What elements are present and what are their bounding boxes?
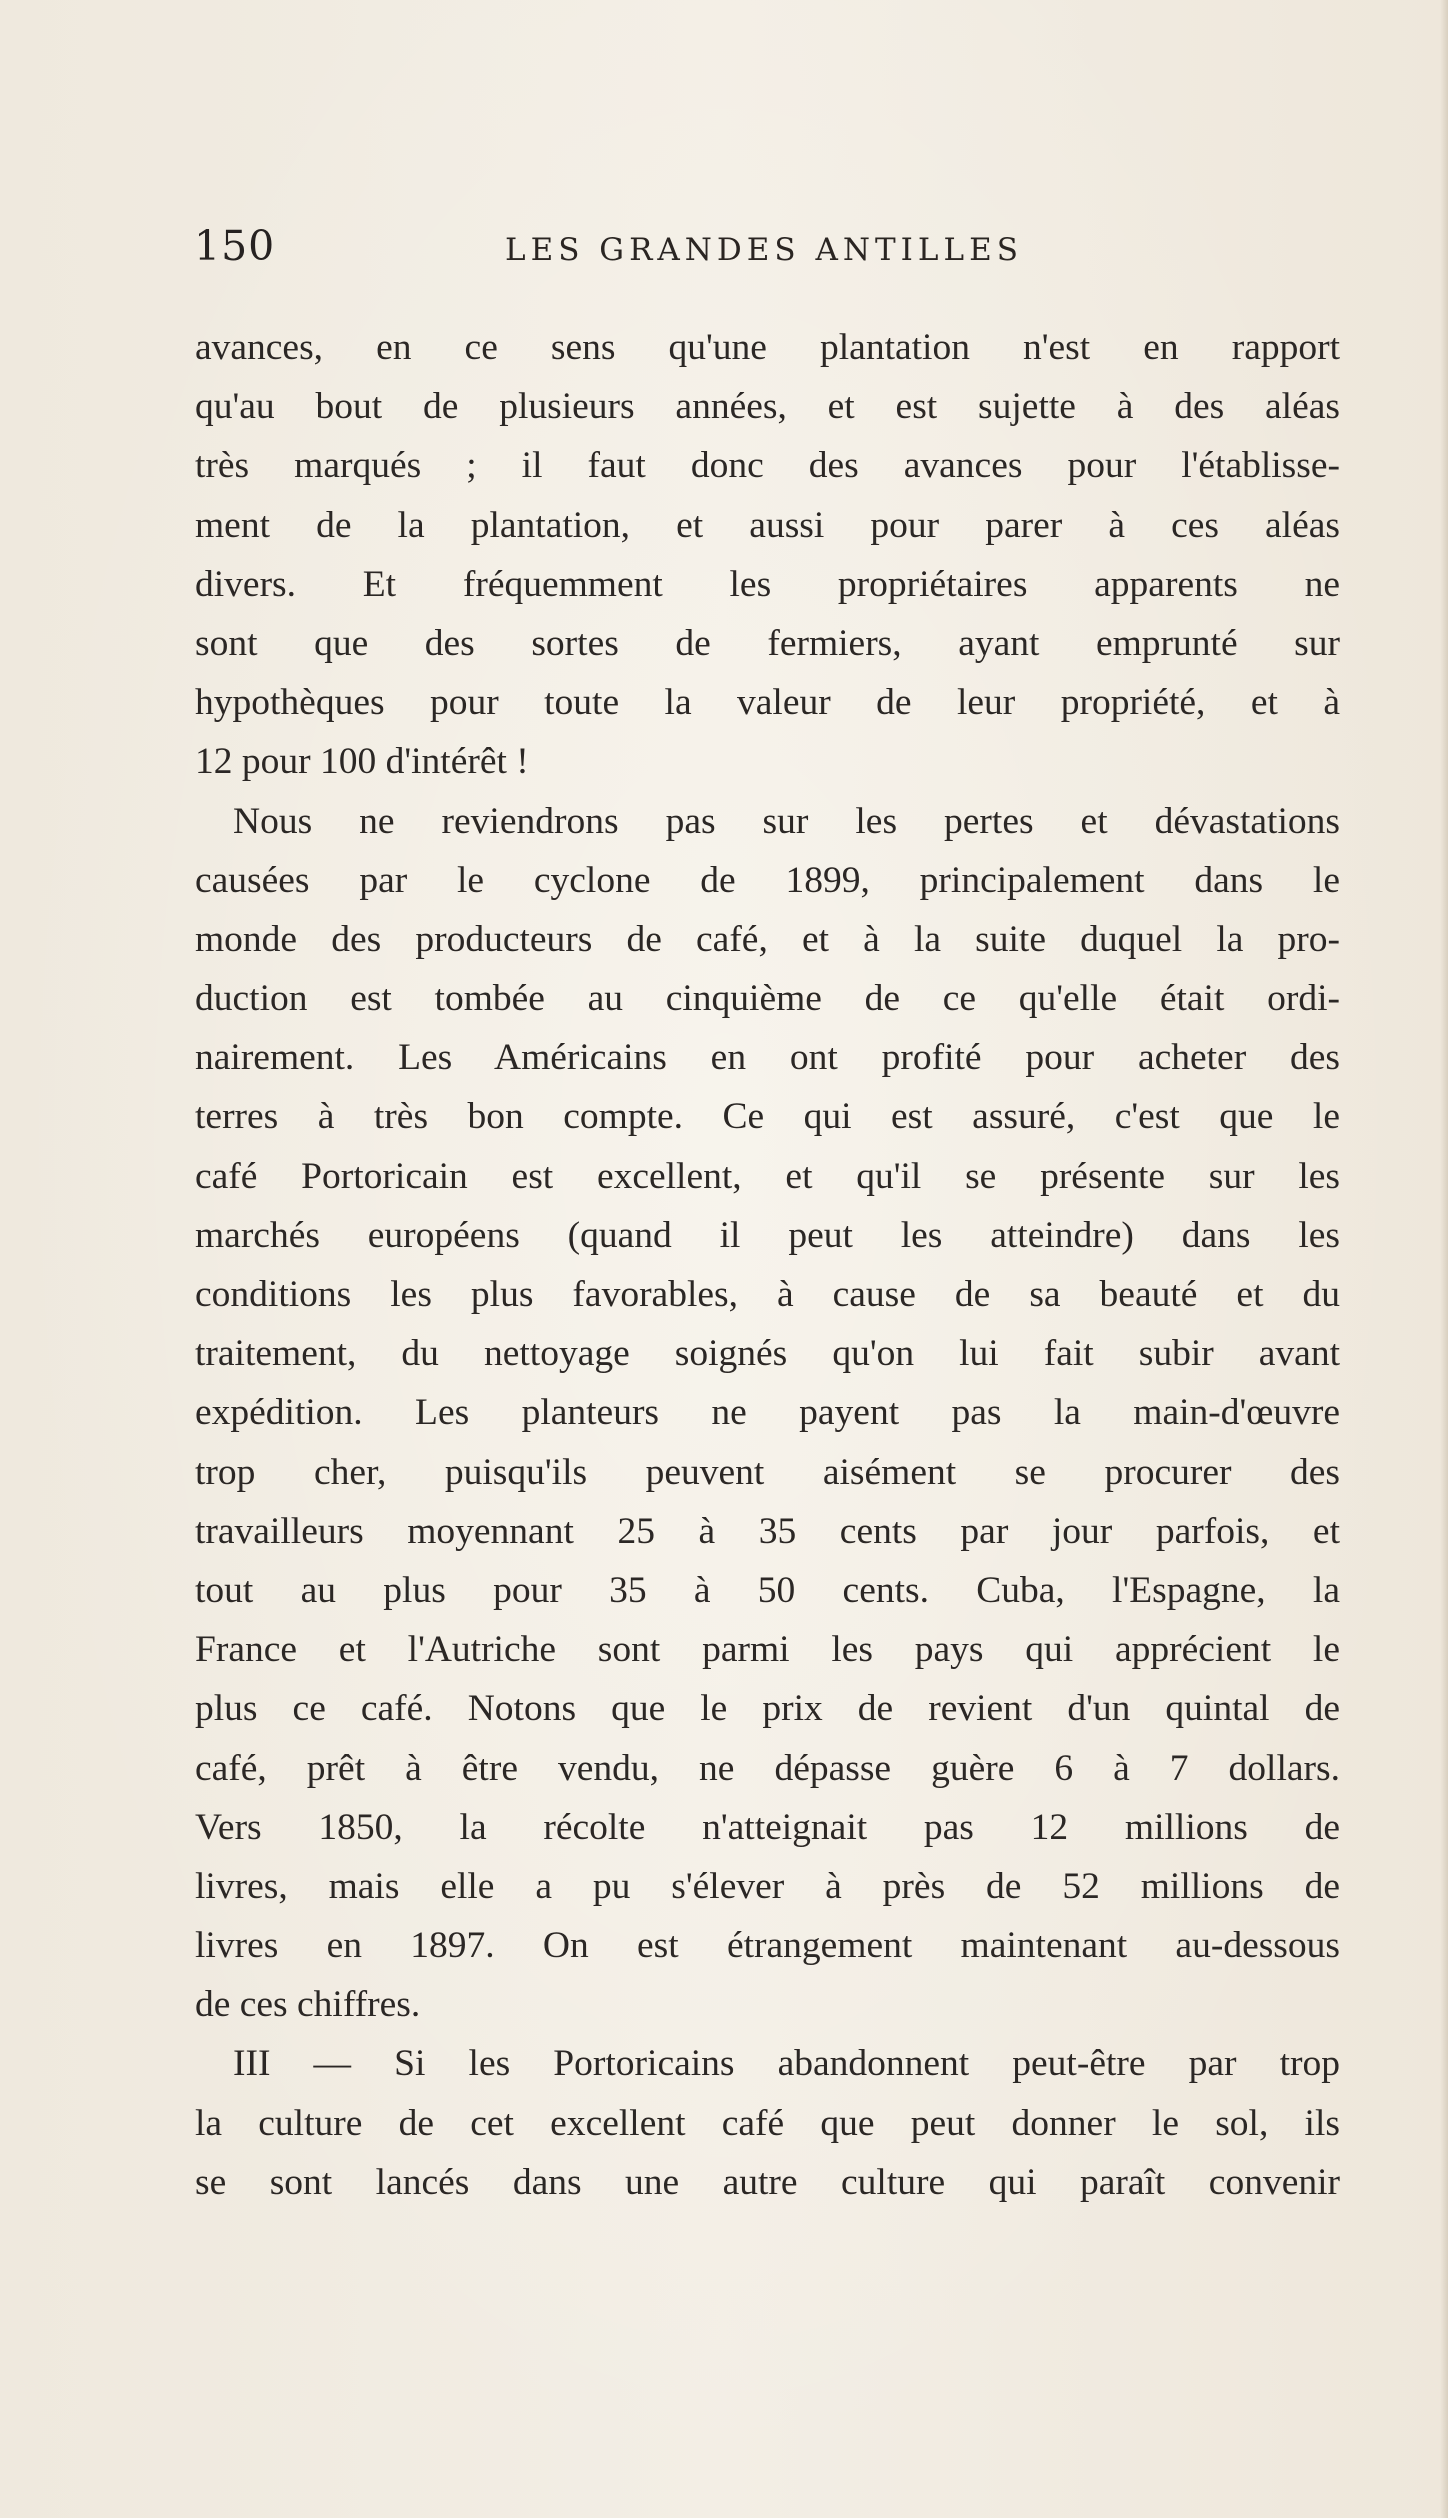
text-line: duction est tombée au cinquième de ce qu'elle était ordi-	[195, 978, 1340, 1020]
text-line: café, prêt à être vendu, ne dépasse guère 6 à 7 dollars.	[195, 1747, 1340, 1789]
text-line: livres, mais elle a pu s'élever à près de 52 millions de	[195, 1865, 1340, 1907]
text-line: sont que des sortes de fermiers, ayant emprunté sur	[195, 622, 1340, 664]
page-number: 150	[194, 222, 276, 270]
text-line: causées par le cyclone de 1899, principalement dans le	[195, 859, 1340, 901]
text-line: France et l'Autriche sont parmi les pays qui apprécient le	[195, 1629, 1340, 1671]
text-line: qu'au bout de plusieurs années, et est sujette à des aléas	[195, 386, 1340, 428]
text-line: monde des producteurs de café, et à la suite duquel la pro-	[195, 918, 1340, 960]
paragraph-end-line: de ces chiffres.	[195, 1984, 421, 2026]
text-line: tout au plus pour 35 à 50 cents. Cuba, l'Espagne, la	[195, 1569, 1340, 1611]
text-line: travailleurs moyennant 25 à 35 cents par jour parfois, et	[195, 1510, 1340, 1552]
paragraph-start-line: Nous ne reviendrons pas sur les pertes et dévastations	[233, 800, 1340, 842]
text-line: marchés européens (quand il peut les atteindre) dans les	[195, 1214, 1340, 1256]
text-line: traitement, du nettoyage soignés qu'on lui fait subir avant	[195, 1333, 1340, 1375]
text-line: hypothèques pour toute la valeur de leur propriété, et à	[195, 682, 1340, 724]
text-line: conditions les plus favorables, à cause de sa beauté et du	[195, 1274, 1340, 1315]
text-line: la culture de cet excellent café que peut donner le sol, ils	[195, 2102, 1340, 2144]
section-start-line: III — Si les Portoricains abandonnent peut-être par trop	[233, 2043, 1340, 2085]
running-head	[0, 222, 1448, 282]
text-line: Vers 1850, la récolte n'atteignait pas 12 millions de	[195, 1806, 1340, 1848]
text-line: plus ce café. Notons que le prix de revient d'un quintal de	[195, 1688, 1340, 1730]
text-line: divers. Et fréquemment les propriétaires apparents ne	[195, 563, 1340, 605]
text-line: nairement. Les Américains en ont profité pour acheter des	[195, 1037, 1340, 1079]
text-line: livres en 1897. On est étrangement maintenant au-dessous	[195, 1925, 1340, 1967]
text-line: trop cher, puisqu'ils peuvent aisément se procurer des	[195, 1451, 1340, 1493]
text-line: avances, en ce sens qu'une plantation n'est en rapport	[195, 327, 1340, 368]
paragraph-end-line: 12 pour 100 d'intérêt !	[195, 741, 529, 783]
text-line: ment de la plantation, et aussi pour parer à ces aléas	[195, 504, 1340, 546]
page-edge-shadow	[1440, 0, 1448, 2518]
text-line: se sont lancés dans une autre culture qui paraît convenir	[195, 2161, 1340, 2203]
text-line: expédition. Les planteurs ne payent pas la main-d'œuvre	[195, 1392, 1340, 1434]
text-line: terres à très bon compte. Ce qui est assuré, c'est que le	[195, 1096, 1340, 1138]
text-line: très marqués ; il faut donc des avances pour l'établisse-	[195, 445, 1340, 487]
running-title: LES GRANDES ANTILLES	[505, 232, 1023, 268]
body-text	[195, 318, 1340, 2212]
text-line: café Portoricain est excellent, et qu'il se présente sur les	[195, 1155, 1340, 1197]
